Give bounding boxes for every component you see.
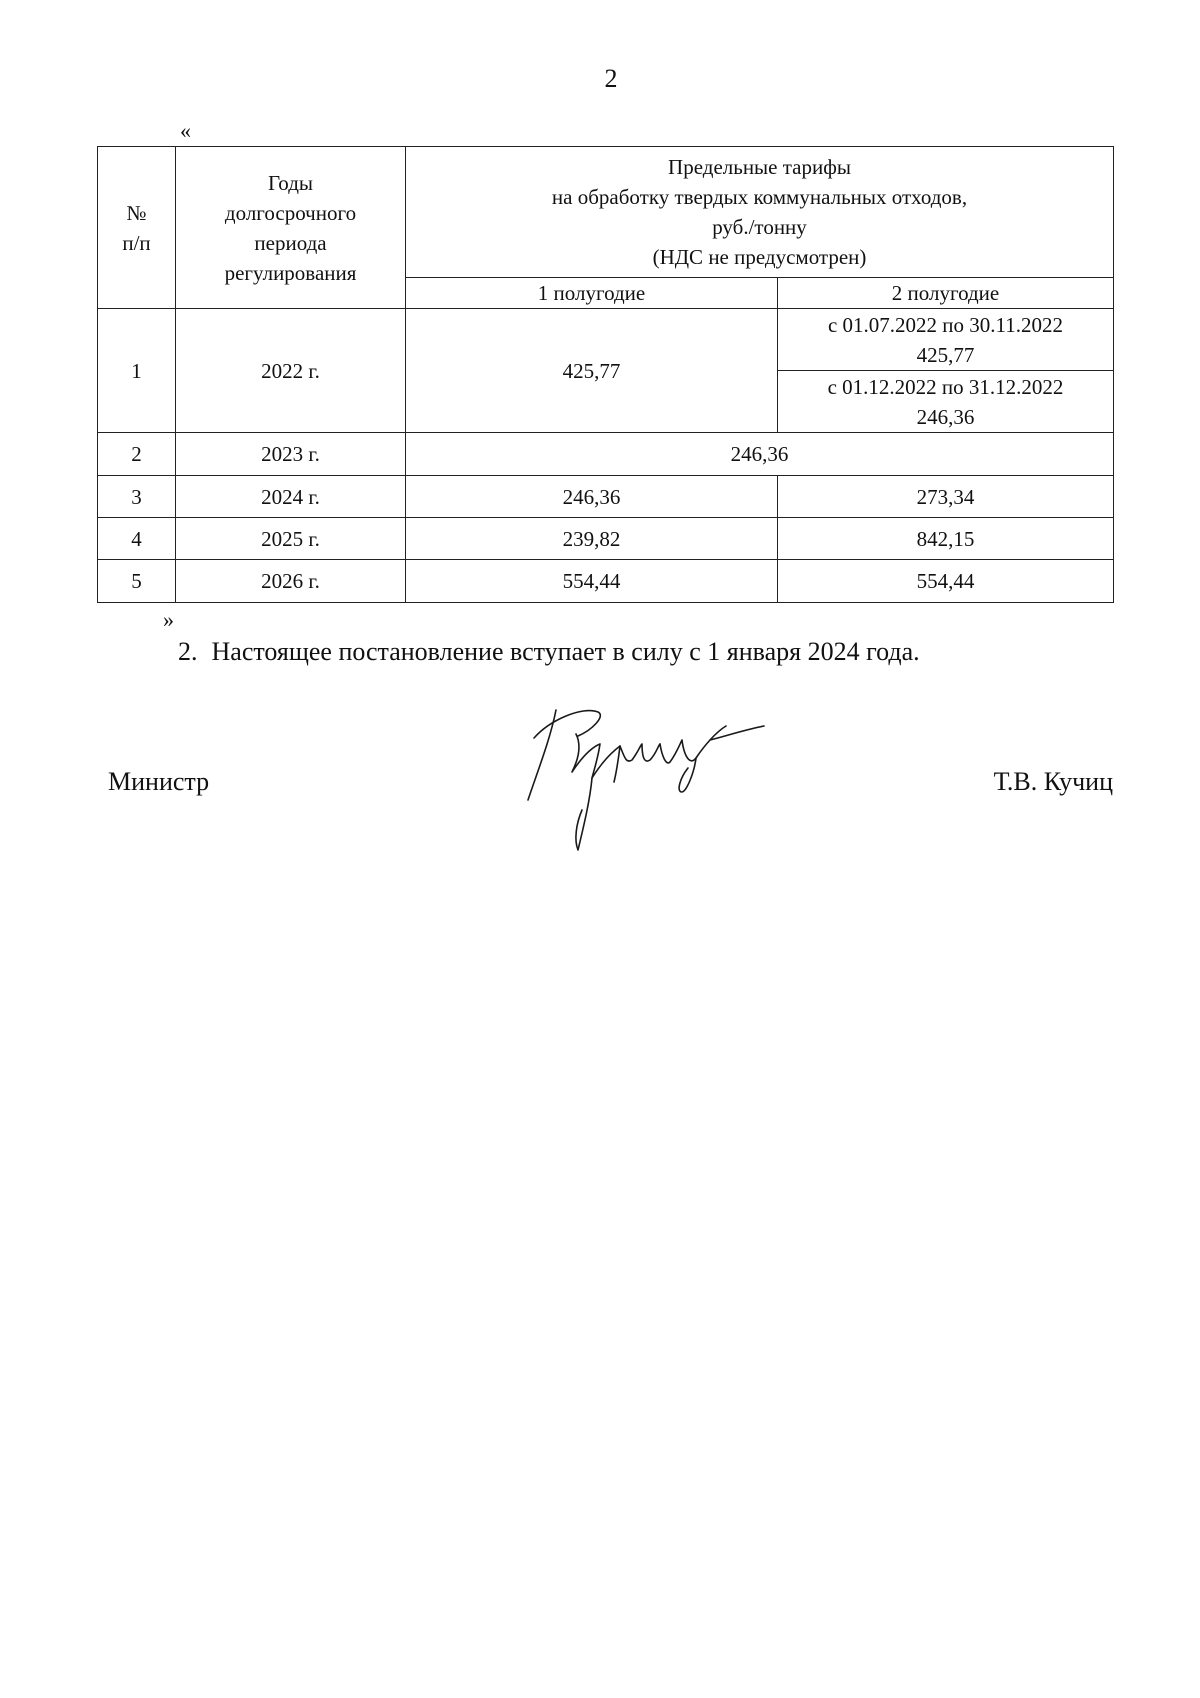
header-years-line: периода	[254, 230, 327, 255]
row-half2-value: 554,44	[778, 560, 1114, 603]
tariff-table	[97, 146, 1114, 603]
row-half2-period-cell	[778, 309, 1114, 371]
closing-quote: »	[163, 607, 174, 632]
row-number: 5	[98, 560, 176, 603]
header-years-line: Годы	[268, 170, 313, 195]
row-half2-period-cell	[778, 371, 1114, 433]
row-number: 2	[98, 433, 176, 476]
row-half1-value: 554,44	[406, 560, 778, 603]
table-row	[98, 309, 1114, 371]
table-row	[98, 476, 1114, 518]
period-range: с 01.12.2022 по 31.12.2022	[827, 374, 1064, 399]
row-year: 2026 г.	[176, 560, 406, 603]
row-year: 2025 г.	[176, 518, 406, 560]
row-number: 4	[98, 518, 176, 560]
paragraph-2	[178, 637, 920, 667]
header-half2: 2 полугодие	[778, 278, 1114, 309]
period-range: с 01.07.2022 по 30.11.2022	[827, 312, 1064, 337]
header-tariffs-title	[406, 147, 1114, 278]
row-number: 3	[98, 476, 176, 518]
row-half1-value: 239,82	[406, 518, 778, 560]
header-years-line: регулирования	[224, 260, 357, 285]
header-years	[176, 147, 406, 309]
header-tariffs-line: Предельные тарифы	[668, 155, 851, 179]
paragraph-number: 2.	[178, 637, 198, 666]
row-combined-value: 246,36	[406, 433, 1114, 476]
row-year: 2023 г.	[176, 433, 406, 476]
header-tariffs-line: руб./тонну	[712, 215, 807, 239]
header-years-line: долгосрочного	[224, 200, 357, 225]
signer-position: Министр	[108, 767, 210, 796]
table-row	[98, 560, 1114, 603]
table-row	[98, 518, 1114, 560]
header-number-line: №	[126, 200, 147, 225]
table-row	[98, 433, 1114, 476]
row-half1-value: 246,36	[406, 476, 778, 518]
handwritten-signature	[520, 700, 800, 860]
row-number: 1	[98, 309, 176, 433]
header-number	[98, 147, 176, 309]
row-year: 2022 г.	[176, 309, 406, 433]
period-value: 425,77	[916, 342, 975, 367]
paragraph-text: Настоящее постановление вступает в силу с 1 января 2024 года.	[211, 637, 920, 666]
table-header-row	[98, 147, 1114, 278]
header-number-line: п/п	[122, 230, 151, 255]
period-value: 246,36	[916, 404, 975, 429]
row-half2-value: 842,15	[778, 518, 1114, 560]
header-half1: 1 полугодие	[406, 278, 778, 309]
row-half1-value: 425,77	[406, 309, 778, 433]
row-half2-value: 273,34	[778, 476, 1114, 518]
opening-quote: «	[180, 118, 191, 143]
header-tariffs-line: на обработку твердых коммунальных отходов,	[551, 185, 968, 209]
row-year: 2024 г.	[176, 476, 406, 518]
signer-name: Т.В. Кучиц	[993, 767, 1113, 796]
page-number: 2	[604, 64, 618, 93]
header-tariffs-line: (НДС не предусмотрен)	[652, 245, 867, 269]
